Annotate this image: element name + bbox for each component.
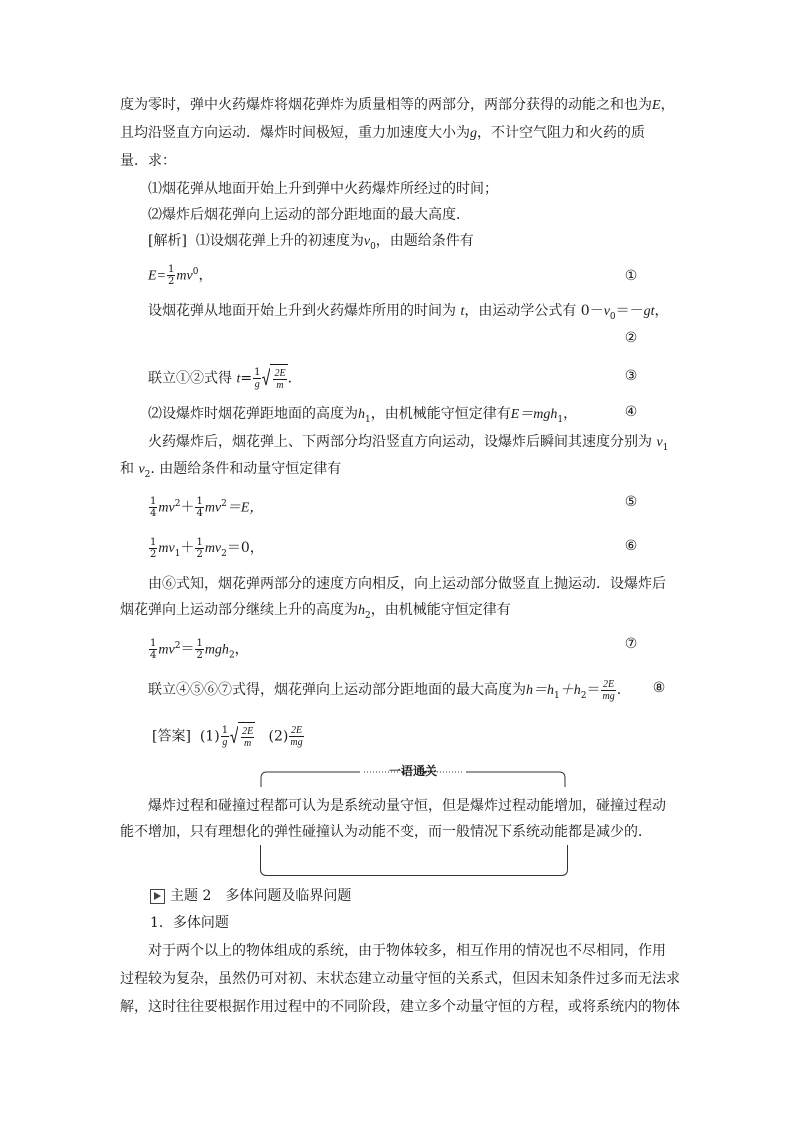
eq-number-8: ⑧ bbox=[652, 680, 666, 696]
topic-heading-text: 主题 2 多体问题及临界问题 bbox=[170, 888, 352, 904]
fraction bbox=[253, 367, 261, 390]
var-t: t bbox=[236, 371, 241, 387]
fraction bbox=[221, 725, 229, 748]
text-segment: ⑴设烟花弹上升的初速度为 bbox=[195, 233, 364, 249]
denominator: m bbox=[276, 379, 284, 391]
eq-term: mv bbox=[158, 541, 175, 556]
var-E: E bbox=[652, 98, 661, 113]
analysis-line-2 bbox=[148, 301, 669, 327]
operator: ＋ bbox=[180, 499, 195, 516]
equation-6 bbox=[148, 534, 264, 568]
fraction bbox=[601, 679, 615, 702]
eq-number-6: ⑥ bbox=[624, 538, 638, 554]
denominator: 2 bbox=[150, 548, 157, 560]
equation: ＝h bbox=[533, 683, 554, 698]
text-segment: ，由运动学公式有 0－ bbox=[464, 303, 604, 319]
fraction bbox=[195, 638, 203, 661]
play-triangle-icon bbox=[150, 889, 165, 904]
superscript: 2 bbox=[221, 499, 227, 509]
var-v: v bbox=[363, 234, 371, 249]
answer-label: (1) bbox=[199, 728, 220, 745]
text-segment: ， bbox=[234, 641, 249, 658]
equation-5 bbox=[148, 490, 263, 523]
equation-7 bbox=[148, 632, 249, 669]
subscript: 2 bbox=[144, 469, 151, 480]
eq-term: mv bbox=[158, 500, 175, 516]
text-segment: 火药爆炸后，烟花弹上、下两部分均沿竖直方向运动，设爆炸后瞬间其速度分别为 bbox=[148, 434, 652, 450]
fraction bbox=[167, 264, 175, 287]
radical-sign-icon bbox=[262, 368, 270, 386]
text-segment: 由⑥式知，烟花弹两部分的速度方向相反，向上运动部分做竖直上抛运动．设爆炸后 bbox=[148, 576, 666, 592]
eq-rhs: mv bbox=[176, 268, 193, 284]
text-segment: 1．多体问题 bbox=[150, 915, 229, 931]
topic-heading bbox=[150, 886, 351, 906]
denominator: g bbox=[222, 737, 228, 748]
numerator: 1 bbox=[254, 367, 261, 378]
text-segment: ， bbox=[660, 97, 675, 113]
eq-rhs: ＝E， bbox=[226, 500, 264, 516]
eq-number-4: ④ bbox=[624, 404, 638, 420]
text-segment: ， bbox=[654, 303, 669, 319]
analysis-line-1 bbox=[148, 231, 474, 257]
text-segment: ＝－ bbox=[615, 303, 644, 319]
numerator: 1 bbox=[196, 536, 203, 548]
fraction bbox=[289, 725, 303, 748]
fraction bbox=[273, 368, 286, 391]
var-g: g bbox=[470, 126, 477, 141]
var-t: t bbox=[460, 304, 465, 319]
text-segment: 能不增加，只有理想化的弹性碰撞认为动能不变，而一般情况下系统动能都是减少的． bbox=[120, 824, 652, 840]
analysis-tag: [解析] bbox=[148, 233, 187, 249]
eq-number-5: ⑤ bbox=[624, 494, 638, 510]
eq-term: mv bbox=[204, 541, 222, 556]
numerator: 2E bbox=[274, 367, 286, 379]
text-segment: ⑵设爆炸时烟花弹距地面的高度为 bbox=[148, 406, 358, 422]
subscript: 1 bbox=[557, 414, 564, 425]
denominator: 4 bbox=[150, 650, 157, 662]
operator: ＝ bbox=[586, 682, 601, 698]
eq-number-1: ① bbox=[624, 268, 638, 284]
operator: ＝ bbox=[180, 641, 195, 658]
subscript: 0 bbox=[609, 311, 616, 322]
text-segment: = bbox=[240, 370, 253, 387]
text-segment: . bbox=[287, 370, 293, 387]
text-segment: 解，这时往往要根据作用过程中的不同阶段，建立多个动量守恒的方程，或将系统内的物体 bbox=[120, 999, 680, 1015]
equation: ＋h bbox=[559, 683, 581, 698]
eq-number-2: ② bbox=[624, 330, 638, 346]
subscript: 1 bbox=[554, 690, 560, 701]
eq-number-3: ③ bbox=[624, 368, 638, 384]
numerator: 1 bbox=[196, 638, 203, 650]
numerator: 1 bbox=[150, 536, 157, 548]
subscript: 2 bbox=[580, 690, 587, 701]
text-segment: 爆炸过程和碰撞过程都可认为是系统动量守恒，但是爆炸过程动能增加，碰撞过程动 bbox=[148, 798, 666, 814]
answer-line bbox=[152, 722, 305, 751]
numerator: 2E bbox=[290, 725, 303, 736]
numerator: 2E bbox=[603, 678, 615, 690]
text-segment: ，由机械能守恒定律有 bbox=[370, 406, 511, 422]
summary-line-1 bbox=[148, 796, 666, 816]
fraction bbox=[241, 726, 254, 749]
eq-rhs: ＝0， bbox=[226, 540, 264, 556]
analysis-line-4 bbox=[148, 404, 577, 430]
text-segment: 对于两个以上的物体组成的系统，由于物体较多，相互作用的情况也不尽相同，作用 bbox=[148, 943, 666, 959]
analysis-line-5 bbox=[148, 432, 668, 458]
text-segment: ，不计空气阻力和火药的质 bbox=[477, 125, 645, 141]
denominator: 2 bbox=[168, 276, 175, 288]
text-segment: 量．求： bbox=[120, 153, 176, 169]
text-segment: ，由机械能守恒定律有 bbox=[370, 602, 511, 618]
equation: E＝mgh bbox=[510, 407, 558, 422]
superscript: 2 bbox=[174, 641, 181, 651]
analysis-line-7 bbox=[148, 574, 666, 594]
eq-lhs: E= bbox=[148, 268, 166, 284]
problem-text-line-1 bbox=[120, 95, 675, 116]
topic-line-2 bbox=[120, 969, 680, 989]
var-v: v bbox=[656, 435, 663, 450]
text-segment: 度为零时，弹中火药爆炸将烟花弹炸为质量相等的两部分，两部分获得的动能之和也为 bbox=[120, 97, 652, 113]
text-segment: 烟花弹向上运动部分继续上升的高度为 bbox=[120, 602, 358, 618]
topic-line-3 bbox=[120, 997, 680, 1017]
question-1 bbox=[148, 179, 498, 199]
summary-title: 一语通关 bbox=[388, 764, 437, 778]
denominator: 4 bbox=[150, 508, 157, 520]
denominator: 4 bbox=[196, 508, 203, 520]
summary-box-bottom bbox=[260, 845, 568, 876]
subscript: 2 bbox=[365, 610, 371, 621]
text-segment: ⑴烟花弹从地面开始上升到弹中火药爆炸所经过的时间； bbox=[148, 181, 498, 197]
eq-term: mv bbox=[158, 642, 175, 658]
subscript: 1 bbox=[662, 442, 669, 453]
text-segment: . bbox=[616, 682, 622, 698]
var-v: v bbox=[138, 462, 145, 477]
text-segment: ， bbox=[198, 267, 213, 284]
answer-tag: [答案] bbox=[152, 728, 191, 745]
equation-1 bbox=[148, 262, 212, 287]
numerator: 1 bbox=[150, 638, 157, 650]
denominator: mg bbox=[290, 737, 303, 748]
topic-line-1 bbox=[148, 941, 666, 961]
fraction bbox=[195, 496, 203, 519]
fraction bbox=[149, 496, 157, 519]
subscript: 2 bbox=[228, 650, 235, 661]
analysis-line-8 bbox=[120, 600, 511, 626]
sqrt bbox=[262, 364, 287, 393]
superscript: 0 bbox=[192, 267, 199, 277]
analysis-line-9 bbox=[148, 676, 621, 710]
numerator: 1 bbox=[168, 264, 175, 276]
eq-term: mgh bbox=[204, 642, 229, 658]
eq-term: mv bbox=[204, 500, 222, 516]
var-h: h bbox=[358, 407, 365, 422]
question-2 bbox=[148, 205, 470, 225]
denominator: mg bbox=[602, 690, 615, 702]
denominator: 2 bbox=[196, 650, 203, 662]
numerator: 2E bbox=[242, 725, 254, 737]
eq-number-7: ⑦ bbox=[624, 636, 638, 652]
subscript: 1 bbox=[174, 548, 181, 559]
summary-line-2 bbox=[120, 822, 652, 842]
superscript: 2 bbox=[174, 499, 181, 509]
numerator: 1 bbox=[150, 496, 157, 508]
numerator: 1 bbox=[196, 496, 203, 508]
subscript: 2 bbox=[221, 548, 227, 559]
text-segment: ⑵爆炸后烟花弹向上运动的部分距地面的最大高度． bbox=[148, 207, 470, 223]
text-segment: 设烟花弹从地面开始上升到火药爆炸所用的时间为 bbox=[148, 303, 456, 319]
var-gt: gt bbox=[643, 304, 655, 319]
problem-text-line-2 bbox=[120, 123, 645, 144]
subscript: 1 bbox=[365, 414, 371, 425]
problem-text-line-3 bbox=[120, 151, 176, 171]
numerator: 1 bbox=[221, 725, 229, 736]
text-segment: 联立①②式得 bbox=[148, 370, 232, 387]
answer-label: (2) bbox=[268, 728, 289, 745]
fraction bbox=[149, 537, 157, 560]
text-segment: 过程较为复杂，虽然仍可对初、末状态建立动量守恒的关系式，但因未知条件过多而无法求 bbox=[120, 971, 680, 987]
topic-subheading bbox=[150, 913, 229, 933]
denominator: m bbox=[244, 737, 252, 749]
denominator: g bbox=[254, 379, 260, 390]
var-h: h bbox=[358, 603, 365, 618]
sqrt bbox=[230, 722, 255, 751]
operator: ＋ bbox=[180, 540, 195, 556]
text-segment: 和 bbox=[120, 461, 134, 477]
analysis-line-3 bbox=[148, 364, 292, 394]
denominator: 2 bbox=[196, 548, 203, 560]
text-segment: 且均沿竖直方向运动．爆炸时间极短，重力加速度大小为 bbox=[120, 125, 470, 141]
var-v: v bbox=[603, 304, 610, 319]
summary-box-top bbox=[260, 764, 566, 787]
text-segment: 联立④⑤⑥⑦式得，烟花弹向上运动部分距地面的最大高度为 bbox=[148, 682, 526, 698]
radical-sign-icon bbox=[230, 726, 238, 744]
fraction bbox=[149, 638, 157, 661]
var-h: h bbox=[526, 683, 533, 698]
text-segment: ，由题给条件有 bbox=[375, 233, 474, 249]
fraction bbox=[195, 537, 203, 560]
subscript: 0 bbox=[370, 241, 376, 252]
analysis-line-6 bbox=[120, 459, 341, 485]
text-segment: ， bbox=[563, 406, 578, 422]
text-segment: . 由题给条件和动量守恒定律有 bbox=[150, 461, 342, 477]
